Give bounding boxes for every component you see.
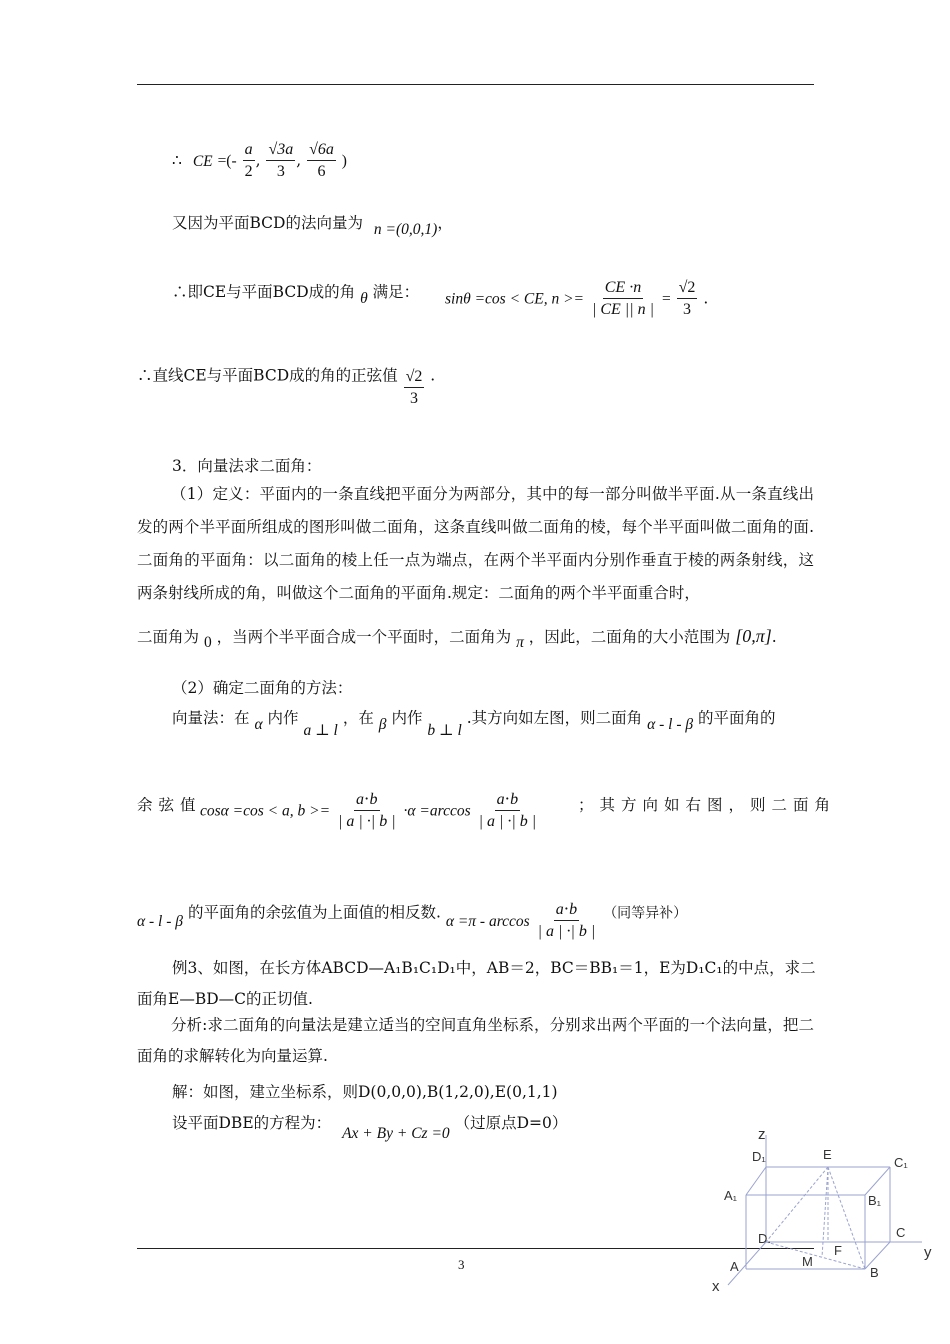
header-rule: [137, 84, 814, 85]
label-y: y: [924, 1244, 932, 1261]
edge-a1-d1: [746, 1167, 766, 1195]
angle-eq: =: [661, 290, 671, 308]
negative-line: [137, 892, 688, 940]
conclusion-line: [137, 355, 436, 407]
ce-vector-line: ∴ CE =(- $\frac{a}{2}$ , $\frac{√3a}{3}$ , $\frac{√6a}{6}$ ): [172, 140, 347, 183]
vec-text-e: .其方向如左图，则二面角: [466, 709, 643, 727]
plane-note: （过原点D=0）: [454, 1114, 568, 1132]
vec-text-a: 向量法：在: [172, 709, 250, 727]
def-text-d: .: [771, 628, 777, 646]
angle-formula: [445, 278, 708, 321]
beta-symbol: β: [378, 716, 387, 733]
def-pi: π: [516, 634, 524, 651]
plane-text: 设平面DBE的方程为：: [172, 1114, 332, 1132]
edge-b1-c1: [865, 1167, 890, 1195]
line-e-m: [822, 1167, 828, 1257]
label-x: x: [712, 1278, 720, 1295]
def-text-a: 二面角为: [137, 628, 200, 646]
normal-vector-math: n =(0,0,1): [373, 221, 438, 238]
cos-formula-left: cosα =cos < a, b >=: [200, 802, 331, 820]
label-m: M: [802, 1254, 813, 1269]
neg-note: （同等异补）: [603, 905, 688, 922]
plane-equation: Ax + By + Cz =0: [342, 1125, 450, 1142]
ce-frac-1: $\frac{a}{2}$: [244, 141, 253, 180]
normal-vector-tail: ，: [437, 214, 453, 232]
alpha-symbol: α: [254, 716, 263, 733]
analysis-text: 分析:求二面角的向量法是建立适当的空间直角坐标系，分别求出两个平面的一个法向量，把二面角的求解转化为向量运算.: [137, 1016, 814, 1065]
page-number: 3: [458, 1257, 465, 1272]
cosine-formula: [200, 790, 539, 833]
def-text-b: ，当两个半平面合成一个平面时，二面角为: [216, 628, 512, 646]
cosine-line-label: [137, 795, 202, 815]
ce-frac-2: $\frac{√3a}{3}$: [268, 141, 294, 180]
b-perp-l: b ⊥ l: [427, 722, 462, 739]
def-text-c: ，因此，二面角的大小范围为: [528, 628, 731, 646]
label-c: C: [896, 1225, 906, 1240]
ce-vector-name: CE: [192, 152, 213, 170]
analysis-paragraph: [137, 1010, 814, 1072]
cosine-tail: ；其方向如右图，则二面角: [578, 796, 837, 814]
neg-text: 的平面角的余弦值为上面值的相反数.: [187, 903, 441, 922]
line-e-d: [766, 1167, 828, 1242]
label-b1: B₁: [868, 1193, 882, 1208]
dihedral-alpha-l-beta: α - l - β: [647, 716, 694, 733]
therefore-symbol: ∴: [172, 151, 182, 170]
example-3-line-2: 面角E—BD—C的正切值.: [137, 990, 313, 1008]
vector-method-line: [172, 708, 776, 739]
label-z: z: [758, 1126, 766, 1143]
angle-line: [172, 282, 420, 307]
line-d-b: [766, 1242, 865, 1269]
definition-text: （1）定义：平面内的一条直线把平面分为两部分，其中的每一部分叫做半平面.从一条直线出发的两个半平面所组成的图形叫做二面角，这条直线叫做二面角的棱，每个半平面叫做二面角的面.二面角的平面角：以二面角的棱上任一点为端点，在两个半平面内分别作垂直于棱的两条射线，这两条射线所成的角，叫做这个二面角的平面角.规定：二面角的两个半平面重合时，: [137, 485, 814, 602]
ce-vector-eq: =(-: [217, 152, 237, 170]
vec-text-c: ，在: [342, 709, 374, 727]
angle-text-2: 满足：: [372, 283, 420, 301]
example-3-line-1: 例3、如图，在长方体ABCD—A₁B₁C₁D₁中，AB＝2，BC＝BB₁＝1，E为D₁C₁的中点，求二: [172, 959, 816, 977]
plane-line: [172, 1113, 568, 1142]
neg-formula: α =π - arccos: [445, 912, 530, 930]
def-zero: 0: [203, 634, 212, 651]
cos-frac-2: $\frac{a\cdot b}{| a | \cdot| b |}$: [478, 791, 537, 830]
angle-dot: .: [703, 289, 709, 308]
definition-paragraph: [137, 478, 814, 610]
cos-arccos: ·α =arccos: [403, 802, 471, 820]
angle-frac: $\frac{CE \cdot n}{| CE || n |}$: [591, 279, 654, 318]
conclusion-text: ∴直线CE与平面BCD成的角的正弦值: [137, 366, 398, 385]
label-c1: C₁: [894, 1155, 908, 1170]
normal-vector-text: 又因为平面BCD的法向量为: [172, 214, 363, 232]
label-b: B: [870, 1265, 879, 1280]
neg-dihedral: α - l - β: [137, 912, 183, 930]
label-d: D.: [758, 1231, 771, 1246]
vec-text-b: 内作: [267, 709, 299, 727]
vec-text-f: 的平面角的: [698, 709, 776, 727]
label-a1: A₁: [724, 1188, 738, 1203]
label-e: E: [823, 1147, 832, 1162]
neg-frac: $\frac{a\cdot b}{| a | \cdot| b |}$: [537, 901, 596, 940]
cosine-label: 余弦值: [137, 796, 202, 814]
cos-frac: $\frac{a\cdot b}{| a | \cdot| b |}$: [338, 791, 396, 830]
vec-text-d: 内作: [391, 709, 423, 727]
solution-line: 解：如图，建立坐标系，则D(0,0,0),B(1,2,0),E(0,1,1): [172, 1083, 558, 1101]
normal-vector-line: [172, 213, 453, 238]
definition-last-line: [137, 626, 777, 651]
conclusion-frac: $\frac{√2}{3}$: [405, 368, 423, 407]
label-a: A: [730, 1259, 739, 1274]
label-f: F: [834, 1243, 842, 1258]
ce-frac-3: $\frac{√6a}{6}$: [309, 141, 334, 180]
label-d1: D₁: [752, 1149, 766, 1164]
method-title: （2）确定二面角的方法：: [172, 679, 353, 697]
section-3-title: 3．向量法求二面角：: [172, 457, 322, 475]
theta-symbol: θ: [360, 290, 368, 307]
angle-formula-left: sinθ =cos < CE, n >=: [445, 290, 585, 308]
cuboid-figure: [700, 1125, 940, 1295]
ce-vector-close: ): [341, 152, 347, 170]
def-range: [0,π]: [735, 626, 772, 646]
angle-result: $\frac{√2}{3}$: [678, 279, 696, 318]
a-perp-l: a ⊥ l: [303, 722, 338, 739]
conclusion-dot: .: [430, 366, 436, 385]
angle-text: ∴即CE与平面BCD成的角: [172, 283, 356, 301]
